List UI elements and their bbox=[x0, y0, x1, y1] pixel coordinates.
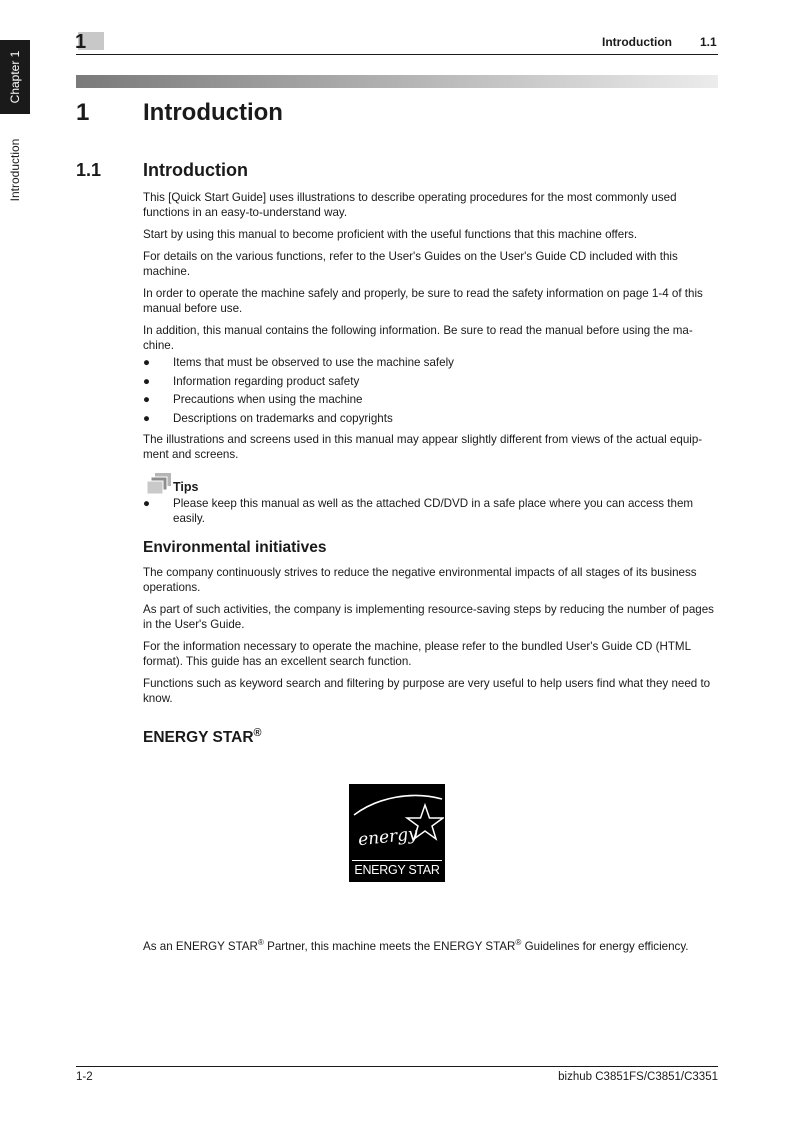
energy-star-logo-label: ENERGY STAR bbox=[352, 860, 442, 879]
header-section: 1.1 bbox=[700, 35, 717, 49]
chapter-tab bbox=[0, 40, 30, 114]
tips-icon bbox=[145, 472, 173, 496]
environmental-paragraph: Functions such as keyword search and filtering by purpose are very useful to help users find what they need to know. bbox=[143, 676, 711, 705]
list-item: ● Please keep this manual as well as the attached CD/DVD in a safe place where you can access them easily. bbox=[143, 496, 694, 525]
bullet-icon: ● bbox=[143, 356, 151, 369]
section-title: Introduction bbox=[143, 160, 248, 180]
environmental-heading: Environmental initiatives bbox=[143, 538, 327, 556]
footer-rule bbox=[76, 1066, 718, 1067]
environmental-paragraph: As part of such activities, the company is implementing resource-saving steps by reducing the number of pages in the User's Guide. bbox=[143, 602, 714, 631]
bullet-icon: ● bbox=[143, 411, 151, 425]
footer-page-number: 1-2 bbox=[76, 1071, 93, 1083]
tips-list bbox=[143, 496, 718, 526]
header-chapter-number: 1 bbox=[75, 31, 87, 53]
energy-star-note: As an ENERGY STAR® Partner, this machine meets the ENERGY STAR® Guidelines for energy efficiency. bbox=[143, 937, 689, 953]
header-title: Introduction bbox=[602, 35, 672, 49]
chapter-gradient-bar bbox=[76, 75, 718, 88]
list-item: ● Descriptions on trademarks and copyrights bbox=[143, 411, 393, 425]
chapter-number: 1 bbox=[76, 99, 90, 126]
energy-star-logo-area bbox=[143, 755, 718, 935]
main-content bbox=[143, 190, 718, 961]
intro-paragraph: Start by using this manual to become proficient with the useful functions that this machine offers. bbox=[143, 228, 638, 241]
intro-paragraph: For details on the various functions, refer to the User's Guides on the User's Guide CD included with this machine. bbox=[143, 250, 678, 278]
bullet-icon: ● bbox=[143, 496, 151, 510]
energy-star-emblem bbox=[350, 785, 444, 859]
intro-paragraph: This [Quick Start Guide] uses illustrations to describe operating procedures for the most commonly used functions in an easy-to-understand way. bbox=[143, 191, 677, 219]
chapter-title: Introduction bbox=[143, 99, 283, 126]
tips-label: Tips bbox=[173, 479, 199, 494]
chapter-tab-label: Chapter 1 bbox=[8, 50, 22, 104]
bullet-icon: ● bbox=[143, 374, 151, 388]
section-tab bbox=[0, 128, 30, 212]
energy-script-text: energy bbox=[357, 823, 419, 850]
list-item: ● Items that must be observed to use the machine safely bbox=[143, 356, 454, 369]
tips-header bbox=[143, 474, 718, 496]
list-item: ● Precautions when using the machine bbox=[143, 393, 363, 406]
section-number: 1.1 bbox=[76, 160, 102, 180]
bullet-icon: ● bbox=[143, 393, 151, 406]
footer-model-name: bizhub C3851FS/C3851/C3351 bbox=[558, 1071, 718, 1083]
environmental-paragraph: The company continuously strives to reduce the negative environmental impacts of all stages of its business operations. bbox=[143, 565, 697, 594]
info-list bbox=[143, 355, 718, 426]
illustration-note: The illustrations and screens used in this manual may appear slightly different from views of the actual equip-ment and screens. bbox=[143, 432, 703, 461]
intro-paragraph: In addition, this manual contains the following information. Be sure to read the manual before using the ma-chine. bbox=[143, 324, 693, 352]
energy-star-logo bbox=[349, 784, 445, 882]
section-tab-label: Introduction bbox=[8, 138, 22, 202]
environmental-paragraph: For the information necessary to operate the machine, please refer to the bundled User's Guide CD (HTML format). This guide has an excellent search function. bbox=[143, 639, 691, 668]
header-rule bbox=[76, 54, 718, 55]
intro-paragraph: In order to operate the machine safely and properly, be sure to read the safety information on page 1-4 of this manual before use. bbox=[143, 287, 703, 315]
energy-star-heading: ENERGY STAR® bbox=[143, 726, 262, 746]
list-item: ● Information regarding product safety bbox=[143, 374, 360, 388]
